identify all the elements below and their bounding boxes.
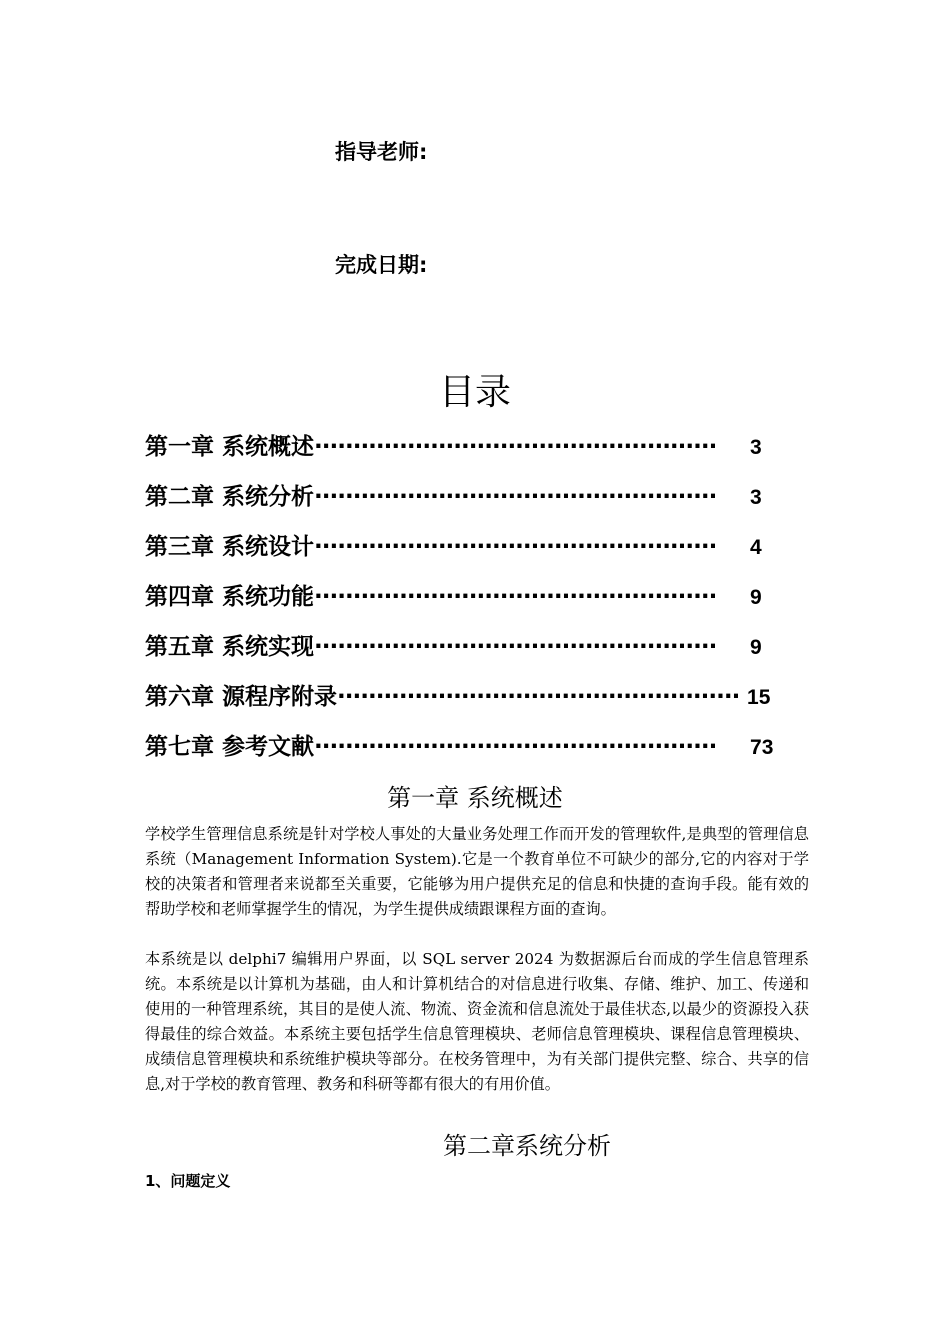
toc-entry-label: 第七章 参考文献 bbox=[145, 734, 315, 760]
toc-entry-label: 第四章 系统功能 bbox=[145, 584, 315, 610]
toc-leader-dots: ···················································· bbox=[314, 734, 717, 760]
toc-leader-dots: ···················································· bbox=[314, 634, 717, 660]
chapter-one-paragraph-1: 学校学生管理信息系统是针对学校人事处的大量业务处理工作而开发的管理软件,是典型的管理信息系统（Management Information System).它是一个教育单位不可缺少的部分,它的内容对于学校的决策者和管理者来说都至关重要，它能够为用户提供充足的信息和快捷的查询手段。能有效的帮助学校和老师掌握学生的情况，为学生提供成绩跟课程方面的查询。 bbox=[145, 825, 809, 918]
toc-entry[interactable] bbox=[145, 528, 825, 578]
toc-leader-dots: ···················································· bbox=[314, 534, 717, 560]
toc-entry-page: 9 bbox=[750, 586, 762, 609]
toc-entry-label: 第六章 源程序附录 bbox=[145, 684, 338, 710]
completion-date-label: 完成日期: bbox=[335, 253, 428, 277]
toc-entry-label: 第二章 系统分析 bbox=[145, 484, 315, 510]
problem-definition-heading: 1、问题定义 bbox=[145, 1172, 231, 1190]
toc-entry[interactable] bbox=[145, 478, 825, 528]
chapter-one-paragraph-2: 本系统是以 delphi7 编辑用户界面，以 SQL server 2024 为数据源后台而成的学生信息管理系统。本系统是以计算机为基础，由人和计算机结合的对信息进行收集、存储、维护、加工、传递和使用的一种管理系统，其目的是使人流、物流、资金流和信息流处于最佳状态,以最少的资源投入获得最佳的综合效益。本系统主要包括学生信息管理模块、老师信息管理模块、课程信息管理模块、成绩信息管理模块和系统维护模块等部分。在校务管理中，为有关部门提供完整、综合、共享的信息,对于学校的教育管理、教务和科研等都有很大的有用价值。 bbox=[145, 950, 809, 1093]
toc-leader-dots: ···················································· bbox=[314, 584, 717, 610]
toc-entry[interactable] bbox=[145, 578, 825, 628]
toc-entry-page: 4 bbox=[750, 536, 762, 559]
toc-entry[interactable] bbox=[145, 728, 825, 778]
toc-entry[interactable] bbox=[145, 628, 825, 678]
toc-leader-dots: ···················································· bbox=[314, 434, 717, 460]
toc-entry-page: 73 bbox=[750, 736, 774, 759]
toc-entry-page: 9 bbox=[750, 636, 762, 659]
toc-entry-page: 15 bbox=[747, 686, 771, 709]
toc-leader-dots: ···················································· bbox=[314, 484, 717, 510]
toc-entry[interactable] bbox=[145, 428, 825, 478]
toc-entry-label: 第三章 系统设计 bbox=[145, 534, 315, 560]
chapter-one-heading: 第一章 系统概述 bbox=[387, 784, 563, 812]
toc-entry-page: 3 bbox=[750, 436, 762, 459]
advisor-label: 指导老师: bbox=[335, 140, 428, 164]
chapter-two-heading: 第二章系统分析 bbox=[443, 1132, 611, 1160]
toc-entry-page: 3 bbox=[750, 486, 762, 509]
toc-entry[interactable] bbox=[145, 678, 825, 728]
toc-entry-label: 第五章 系统实现 bbox=[145, 634, 315, 660]
table-of-contents bbox=[145, 428, 825, 778]
toc-entry-label: 第一章 系统概述 bbox=[145, 434, 315, 460]
toc-leader-dots: ···················································· bbox=[337, 684, 740, 710]
toc-title: 目录 bbox=[438, 372, 511, 413]
